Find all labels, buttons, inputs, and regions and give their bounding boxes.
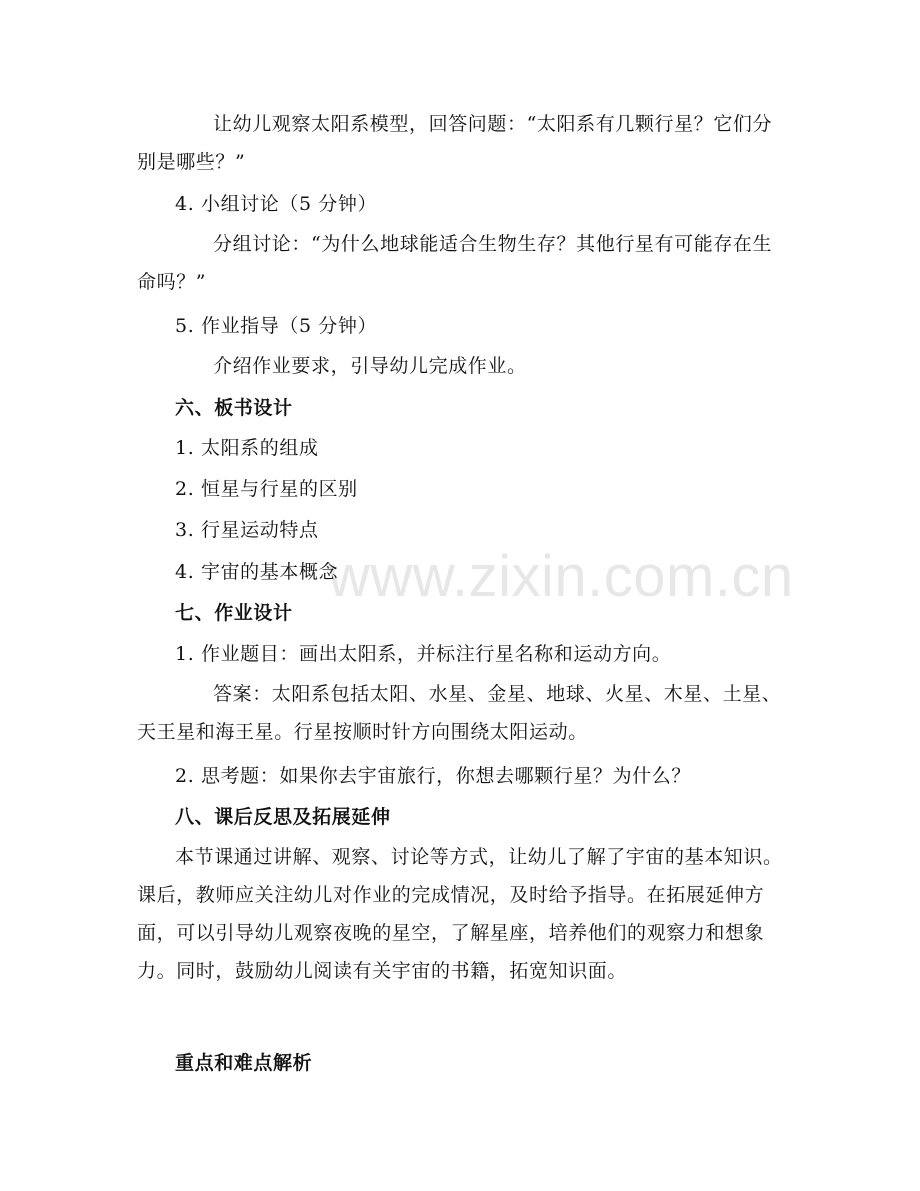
section-heading-board-design: 六、板书设计 (175, 397, 293, 419)
paragraph-observe-model: 让幼儿观察太阳系模型，回答问题：“太阳系有几颗行星？它们分别是哪些？” (137, 113, 773, 173)
reflection-paragraph: 本节课通过讲解、观察、讨论等方式，让幼儿了解了宇宙的基本知识。课后，教师应关注幼儿对作业的完成情况，及时给予指导。在拓展延伸方面，可以引导幼儿观察夜晚的星空，了解星座，培养他们的观察力和想象力。同时，鼓励幼儿阅读有关宇宙的书籍，拓宽知识面。 (137, 846, 783, 982)
step-homework-guidance: 5. 作业指导（5 分钟） (175, 315, 378, 337)
step-group-discussion: 4. 小组讨论（5 分钟） (175, 193, 378, 215)
section-heading-reflection: 八、课后反思及拓展延伸 (175, 806, 391, 828)
paragraph-group-discussion: 分组讨论：“为什么地球能适合生物生存？其他行星有可能存在生命吗？” (137, 233, 773, 293)
watermark-text: www.zixin.com.cn (328, 544, 794, 609)
board-item-3: 3. 行星运动特点 (175, 519, 319, 541)
thinking-question: 2. 思考题：如果你去宇宙旅行，你想去哪颗行星？为什么？ (175, 765, 691, 787)
board-item-2: 2. 恒星与行星的区别 (175, 478, 358, 500)
section-heading-key-points: 重点和难点解析 (175, 1052, 313, 1074)
board-item-4: 4. 宇宙的基本概念 (175, 561, 339, 583)
homework-task: 1. 作业题目：画出太阳系，并标注行星名称和运动方向。 (175, 643, 672, 665)
section-heading-homework-design: 七、作业设计 (175, 602, 293, 624)
paragraph-homework-guidance: 介绍作业要求，引导幼儿完成作业。 (213, 355, 527, 377)
homework-answer: 答案：太阳系包括太阳、水星、金星、地球、火星、木星、土星、天王星和海王星。行星按顺时针方向围绕太阳运动。 (137, 683, 782, 743)
board-item-1: 1. 太阳系的组成 (175, 437, 319, 459)
